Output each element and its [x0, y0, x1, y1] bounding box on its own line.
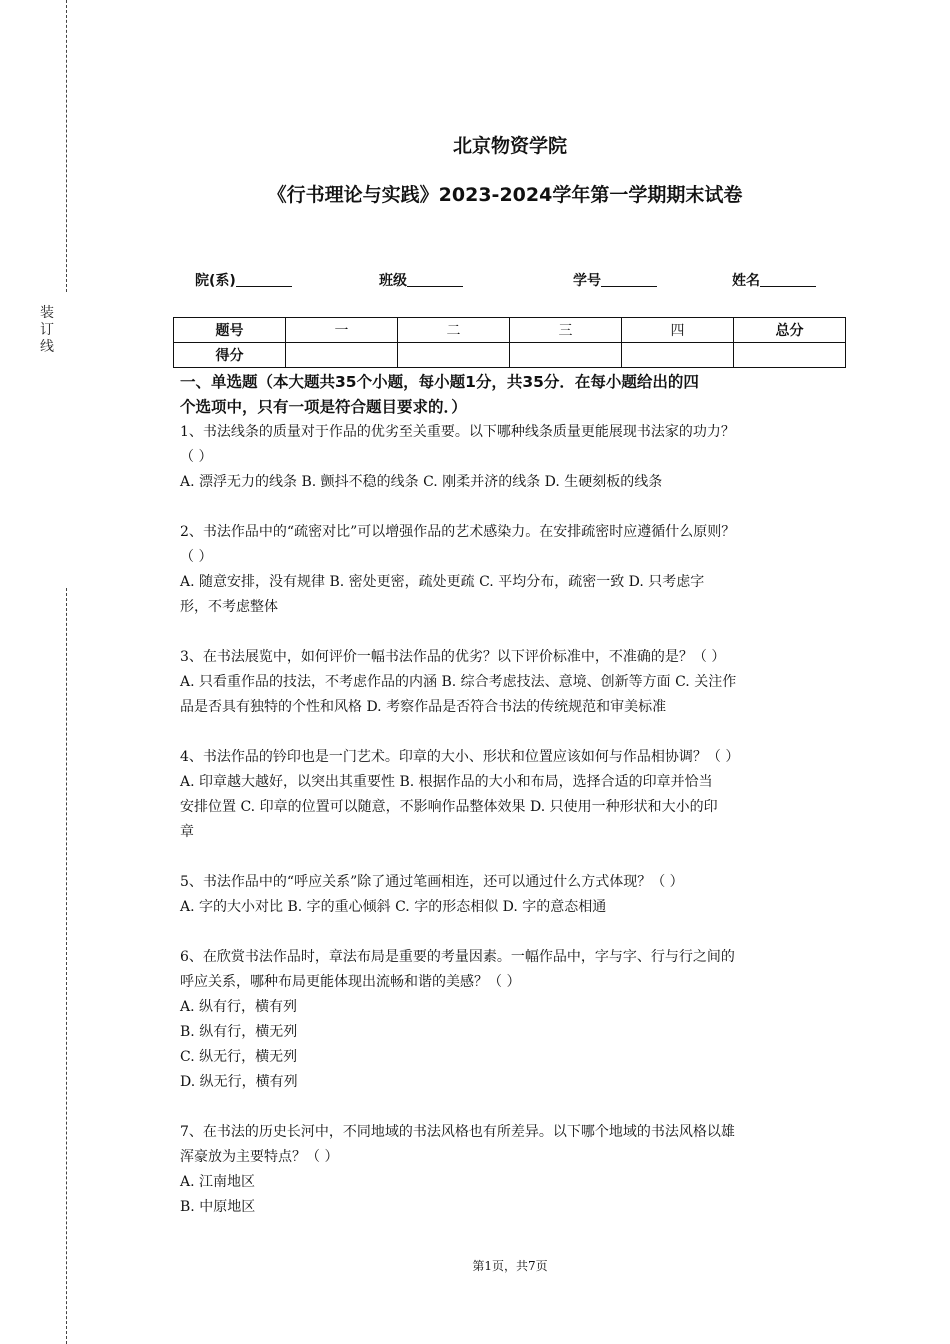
section-heading-line: 一、单选题（本大题共35个小题，每小题1分，共35分．在每小题给出的四 [180, 373, 699, 391]
question-line: 1、书法线条的质量对于作品的优劣至关重要。以下哪种线条质量更能展现书法家的功力？ [180, 424, 735, 440]
question-line: （ ） [180, 449, 213, 465]
score-cell[interactable] [622, 343, 734, 368]
options-line: A. 字的大小对比 B. 字的重心倾斜 C. 字的形态相似 D. 字的意态相通 [180, 899, 607, 915]
question-line: 5、书法作品中的“呼应关系”除了通过笔画相连，还可以通过什么方式体现？（ ） [180, 874, 684, 890]
student-id-blank[interactable] [601, 270, 657, 287]
options-line: A. 印章越大越好，以突出其重要性 B. 根据作品的大小和布局，选择合适的印章并恰当 [180, 774, 713, 790]
question-3 [180, 645, 845, 720]
options-line: A. 随意安排，没有规律 B. 密处更密，疏处更疏 C. 平均分布，疏密一致 D. 只考虑字 [180, 574, 705, 590]
score-cell[interactable] [398, 343, 510, 368]
question-5 [180, 870, 845, 920]
score-row-label: 得分 [174, 343, 286, 368]
question-1 [180, 420, 845, 495]
question-6 [180, 945, 845, 1095]
exam-content [180, 370, 845, 1220]
name-blank[interactable] [760, 270, 816, 287]
department-label: 院(系) [195, 273, 236, 289]
student-id-label: 学号 [573, 273, 601, 289]
score-cell[interactable] [286, 343, 398, 368]
score-table-header-cell: 二 [398, 318, 510, 343]
department-field[interactable] [195, 270, 292, 290]
question-line: 4、书法作品的钤印也是一门艺术。印章的大小、形状和位置应该如何与作品相协调？（ ） [180, 749, 740, 765]
options-line: A. 漂浮无力的线条 B. 颤抖不稳的线条 C. 刚柔并济的线条 D. 生硬刻板的线条 [180, 474, 663, 490]
binding-char: 线 [40, 339, 54, 355]
page-footer: 第1页，共7页 [472, 1259, 548, 1273]
question-7 [180, 1120, 845, 1220]
options-line: 章 [180, 824, 194, 840]
name-label: 姓名 [732, 273, 760, 289]
binding-label [37, 305, 57, 356]
score-table-header-cell: 题号 [174, 318, 286, 343]
options-line: 形，不考虑整体 [180, 599, 278, 615]
option-b: B. 中原地区 [180, 1199, 256, 1215]
option-b: B. 纵有行，横无列 [180, 1024, 298, 1040]
score-table-header-row [174, 318, 846, 343]
question-2 [180, 520, 845, 620]
score-table [173, 317, 846, 368]
student-info-row [0, 270, 950, 294]
class-blank[interactable] [407, 270, 463, 287]
section-heading [180, 370, 845, 420]
score-cell[interactable] [510, 343, 622, 368]
options-line: 品是否具有独特的个性和风格 D. 考察作品是否符合书法的传统规范和审美标准 [180, 699, 667, 715]
binding-char: 订 [40, 322, 54, 338]
option-c: C. 纵无行，横无列 [180, 1049, 298, 1065]
options-line: 安排位置 C. 印章的位置可以随意，不影响作品整体效果 D. 只使用一种形状和大小的印 [180, 799, 718, 815]
score-table-score-row [174, 343, 846, 368]
question-4 [180, 745, 845, 845]
name-field[interactable] [732, 270, 816, 290]
option-a: A. 纵有行，横有列 [180, 999, 298, 1015]
question-line: 呼应关系，哪种布局更能体现出流畅和谐的美感？（ ） [180, 974, 521, 990]
options-line: A. 只看重作品的技法，不考虑作品的内涵 B. 综合考虑技法、意境、创新等方面 C. 关注作 [180, 674, 737, 690]
question-line: 7、在书法的历史长河中，不同地域的书法风格也有所差异。以下哪个地域的书法风格以雄 [180, 1124, 735, 1140]
question-line: 浑豪放为主要特点？（ ） [180, 1149, 339, 1165]
question-line: 3、在书法展览中，如何评价一幅书法作品的优劣？以下评价标准中，不准确的是？（ ） [180, 649, 726, 665]
exam-title: 《行书理论与实践》2023-2024学年第一学期期末试卷 [267, 184, 743, 206]
option-a: A. 江南地区 [180, 1174, 256, 1190]
department-blank[interactable] [236, 270, 292, 287]
score-table-header-cell: 三 [510, 318, 622, 343]
class-label: 班级 [379, 273, 407, 289]
section-heading-line: 个选项中，只有一项是符合题目要求的．） [180, 398, 467, 416]
class-field[interactable] [379, 270, 463, 290]
score-cell[interactable] [734, 343, 846, 368]
student-id-field[interactable] [573, 270, 657, 290]
question-line: 2、书法作品中的“疏密对比”可以增强作品的艺术感染力。在安排疏密时应遵循什么原则？ [180, 524, 736, 540]
score-table-header-cell: 一 [286, 318, 398, 343]
question-line: 6、在欣赏书法作品时，章法布局是重要的考量因素。一幅作品中，字与字、行与行之间的 [180, 949, 735, 965]
binding-char: 装 [40, 305, 54, 321]
school-title: 北京物资学院 [452, 135, 567, 157]
option-d: D. 纵无行，横有列 [180, 1074, 298, 1090]
score-table-header-cell: 四 [622, 318, 734, 343]
score-table-header-cell: 总分 [734, 318, 846, 343]
binding-dashed-line-bottom [66, 588, 67, 1344]
question-line: （ ） [180, 549, 213, 565]
